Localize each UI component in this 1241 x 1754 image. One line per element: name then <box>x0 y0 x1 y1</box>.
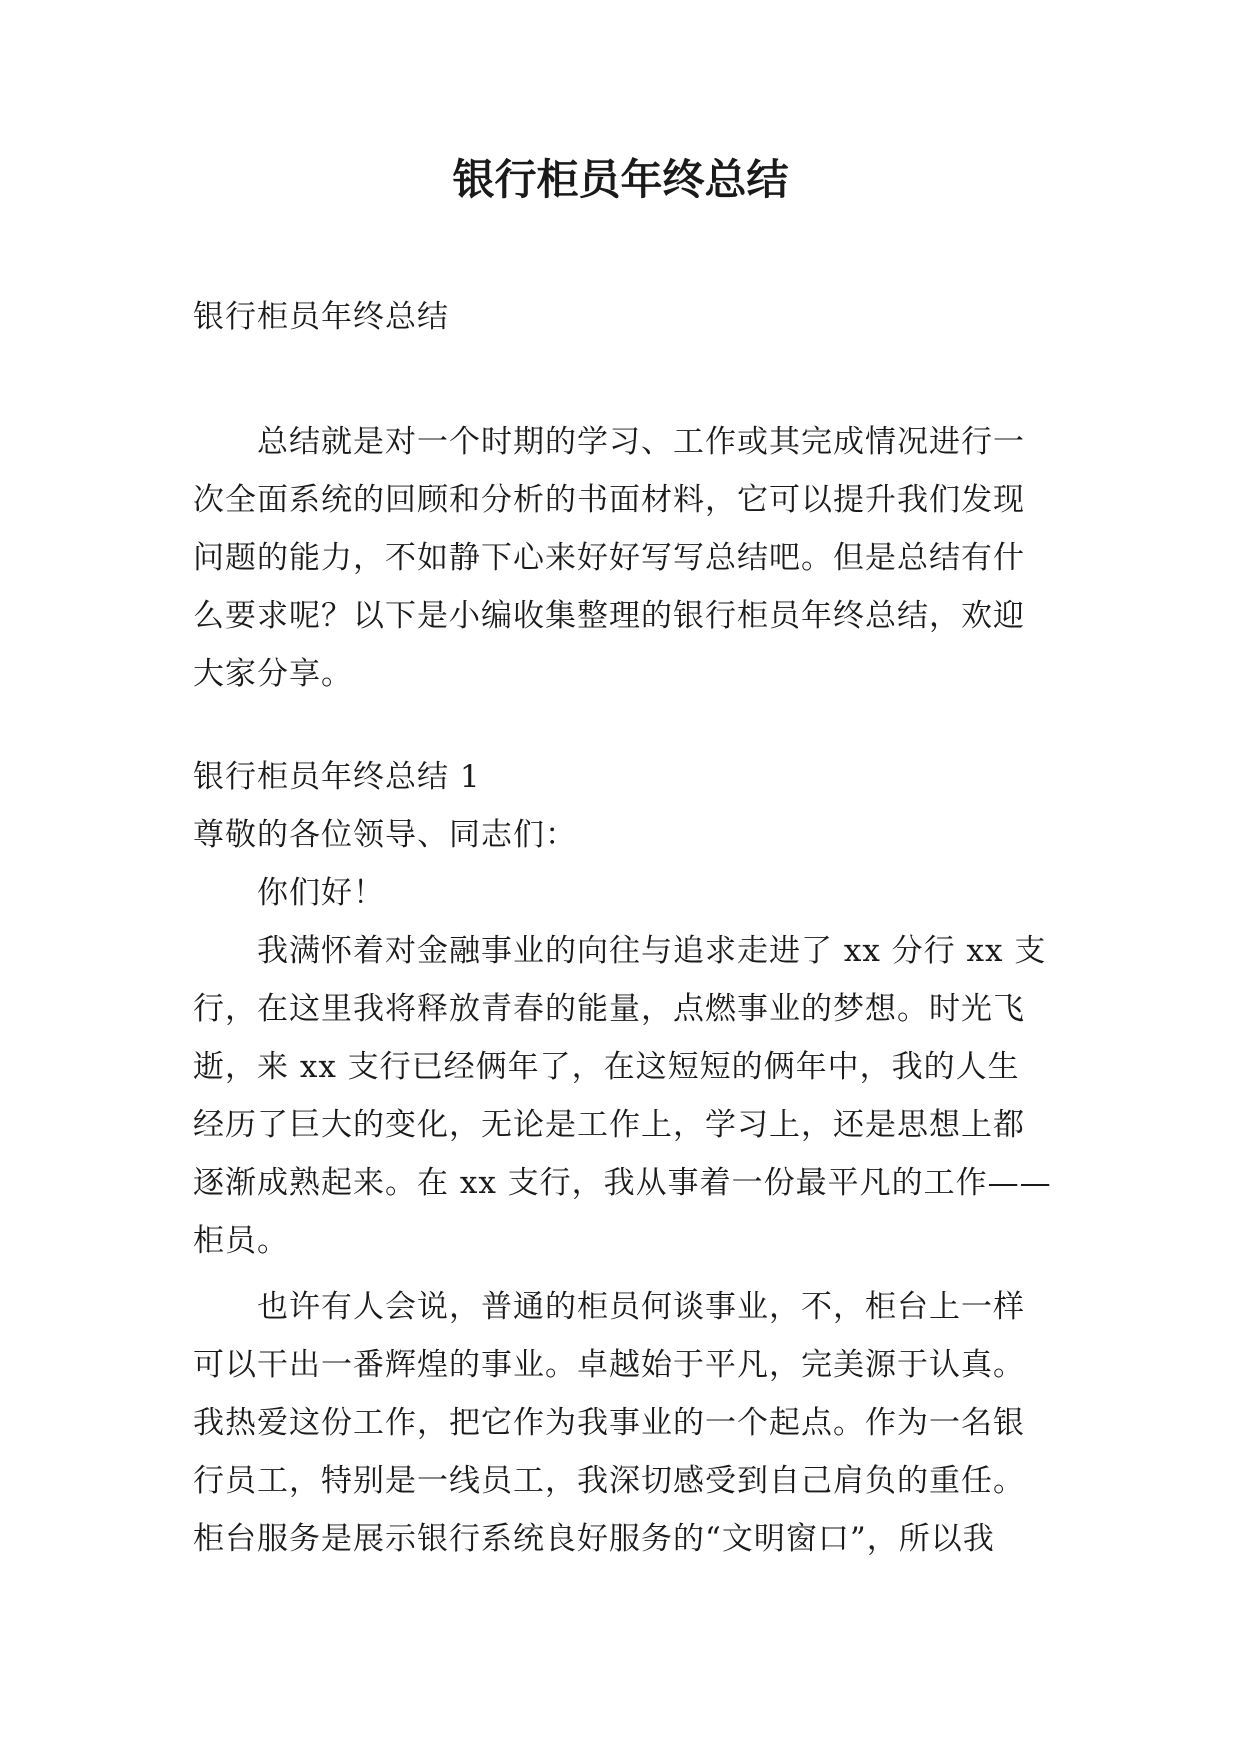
paragraph2-line: 可以干出一番辉煌的事业。卓越始于平凡，完美源于认真。 <box>193 1347 1025 1383</box>
document-subtitle-block <box>193 288 1053 346</box>
paragraph2-line: 柜台服务是展示银行系统良好服务的“文明窗口”，所以我 <box>193 1521 995 1557</box>
intro-paragraph <box>193 413 1053 703</box>
salutation: 尊敬的各位领导、同志们： <box>193 817 577 853</box>
intro-line: 大家分享。 <box>193 656 353 692</box>
paragraph1-line: 我满怀着对金融事业的向往与追求走进了 xx 分行 xx 支 <box>257 933 1047 969</box>
paragraph1-line: 逐渐成熟起来。在 xx 支行，我从事着一份最平凡的工作—— <box>193 1165 1052 1201</box>
paragraph2-line: 我热爱这份工作，把它作为我事业的一个起点。作为一名银 <box>193 1405 1025 1441</box>
intro-line: 么要求呢？以下是小编收集整理的银行柜员年终总结，欢迎 <box>193 598 1025 634</box>
document-title: 银行柜员年终总结 <box>452 155 789 204</box>
section-heading: 银行柜员年终总结 1 <box>193 759 481 795</box>
intro-line: 总结就是对一个时期的学习、工作或其完成情况进行一 <box>257 424 1025 460</box>
greeting: 你们好！ <box>257 875 385 911</box>
paragraph1-line: 柜员。 <box>193 1223 289 1259</box>
intro-line: 次全面系统的回顾和分析的书面材料，它可以提升我们发现 <box>193 482 1025 518</box>
paragraph1-line: 逝，来 xx 支行已经俩年了，在这短短的俩年中，我的人生 <box>193 1049 1020 1085</box>
paragraph1-line: 经历了巨大的变化，无论是工作上，学习上，还是思想上都 <box>193 1107 1025 1143</box>
paragraph-2 <box>193 1278 1053 1568</box>
paragraph2-line: 行员工，特别是一线员工，我深切感受到自己肩负的重任。 <box>193 1463 1025 1499</box>
document-subtitle: 银行柜员年终总结 <box>193 299 449 335</box>
paragraph2-line: 也许有人会说，普通的柜员何谈事业，不，柜台上一样 <box>257 1289 1025 1325</box>
section-1 <box>193 748 1053 1270</box>
intro-line: 问题的能力，不如静下心来好好写写总结吧。但是总结有什 <box>193 540 1025 576</box>
paragraph1-line: 行，在这里我将释放青春的能量，点燃事业的梦想。时光飞 <box>193 991 1025 1027</box>
